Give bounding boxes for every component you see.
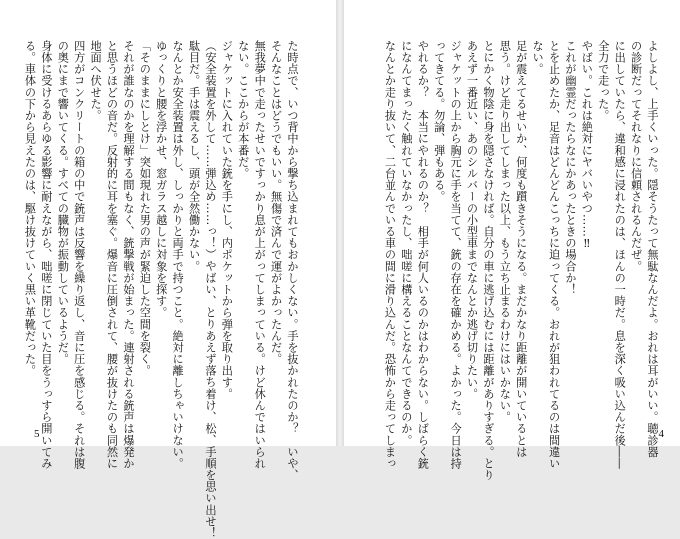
text-line: とにかく物陰に身を隠さなければ。自分の車に逃げ込むには距離がありすぎる。とり: [481, 40, 495, 481]
text-line: 駄目だ。手は震えるし、頭が全然働かない。: [187, 40, 201, 272]
text-line: ってきてる。勿論、弾もある。: [432, 40, 446, 203]
text-line: （安全装置を外して……弾込め……っ！）やばい、とりあえず落ち着け、松、手順を思い出せ！: [203, 40, 217, 539]
text-line: やれるか？ 本当にやれるのか？ 相手が何人いるのかはわからない。しばらく銃: [416, 40, 430, 470]
text-line: 無我夢中で走ったせいですっかり息が上がってしまっている。けど休んではいられ: [253, 40, 267, 470]
right-page-number: 4: [658, 428, 664, 440]
text-line: 身体に受けるあらゆる影響に耐えながら、咄嗟に閉じていた目をうっすら開いてみ: [39, 40, 53, 470]
text-line: 全力で走った。: [596, 40, 610, 122]
right-page: [344, 0, 680, 481]
text-line: ゆっくりと腰を浮かせ、窓ガラス越しに対象を探す。: [154, 40, 168, 319]
text-line: やばい。これは絶対にヤバいやつ……‼: [580, 40, 594, 251]
text-line: ない。: [531, 40, 545, 75]
text-line: の奥にまで響いてくる。すべての臓物が振動しているようだ。: [56, 40, 70, 365]
right-page-text: [370, 40, 660, 481]
text-line: なんとか安全装置は外し、しっかりと両手で持つこと。絶対に離しちゃいけない。: [171, 40, 185, 470]
book-gutter: [336, 0, 344, 446]
text-line: ない。ここからが本番だ。: [236, 40, 250, 180]
text-line: と思うほどの音だ。反射的に耳を塞ぐ。爆音に圧倒されて、腰が抜けたのも同然に: [105, 40, 119, 470]
text-line: る。車体の下から見えたのは、駆け抜けていく黒い革靴だった。: [23, 40, 37, 377]
text-line: よしよし、上手くいった。隠そうたって無駄なんだよ。おれは耳がいい。聴診器: [646, 40, 659, 458]
text-line: それが誰なのかを理解する間もなく、銃撃戦が始まった。連射される銃声は爆発か: [121, 40, 135, 470]
text-line: た時点で、いつ背中から撃ち込まれてもおかしくない。手を抜かれたのか？ いや、: [286, 40, 299, 481]
left-page-text: [23, 40, 300, 539]
text-line: そんなことはどうでもいい。無傷で済んで運がよかったんだ。: [269, 40, 283, 365]
text-line: 四方がコンクリートの箱の中で銃声は反響を繰り返し、音に圧を感じる。それは腹: [72, 40, 86, 470]
text-line: ジャケットの上から胸元に手を当てて、銃の存在を確かめる。よかった。今日は持: [449, 40, 463, 470]
text-line: になんてまったく触れていなかったし、咄嗟に構えることなんてできるのか。: [399, 40, 413, 446]
text-line: ジャケットに入れていた銃を手にし、内ポケットから弾を取り出す。: [220, 40, 234, 400]
text-line: 足が震えてるせいか、何度も躓きそうになる。まだかなり距離が開いているとは: [514, 40, 528, 458]
text-line: なんとか走り抜いて、二台並んでいる車の間に滑り込んだ。恐怖から走ってしまっ: [383, 40, 397, 470]
text-line: 「そのままにしとけ」突如現れた男の声が緊迫した空間を裂く。: [138, 40, 152, 377]
left-page: [0, 0, 336, 539]
text-line: これが幽霊だったらなにかあったときの場合か！: [563, 40, 577, 296]
text-line: に出していたら、違和感に浸れたのは、ほんの一時だ。息を深く吸い込んだ後――: [613, 40, 627, 470]
left-page-number: 5: [34, 428, 40, 440]
text-line: 思う。けど走り出してしまった以上、もう立ち止まるわけにはいかない。: [498, 40, 512, 423]
text-line: の診断だってそれなりに信頼されるんだぜ。: [629, 40, 643, 272]
text-line: あえず一番近い、あのシルバーの小型車までなんとか逃げ切りたい。: [465, 40, 479, 400]
text-line: とを止めたか、足音はどんどんこっちに迫ってくる。おれが狙われてるのは間違い: [547, 40, 561, 470]
text-line: 地面へ伏せた。: [89, 40, 103, 122]
